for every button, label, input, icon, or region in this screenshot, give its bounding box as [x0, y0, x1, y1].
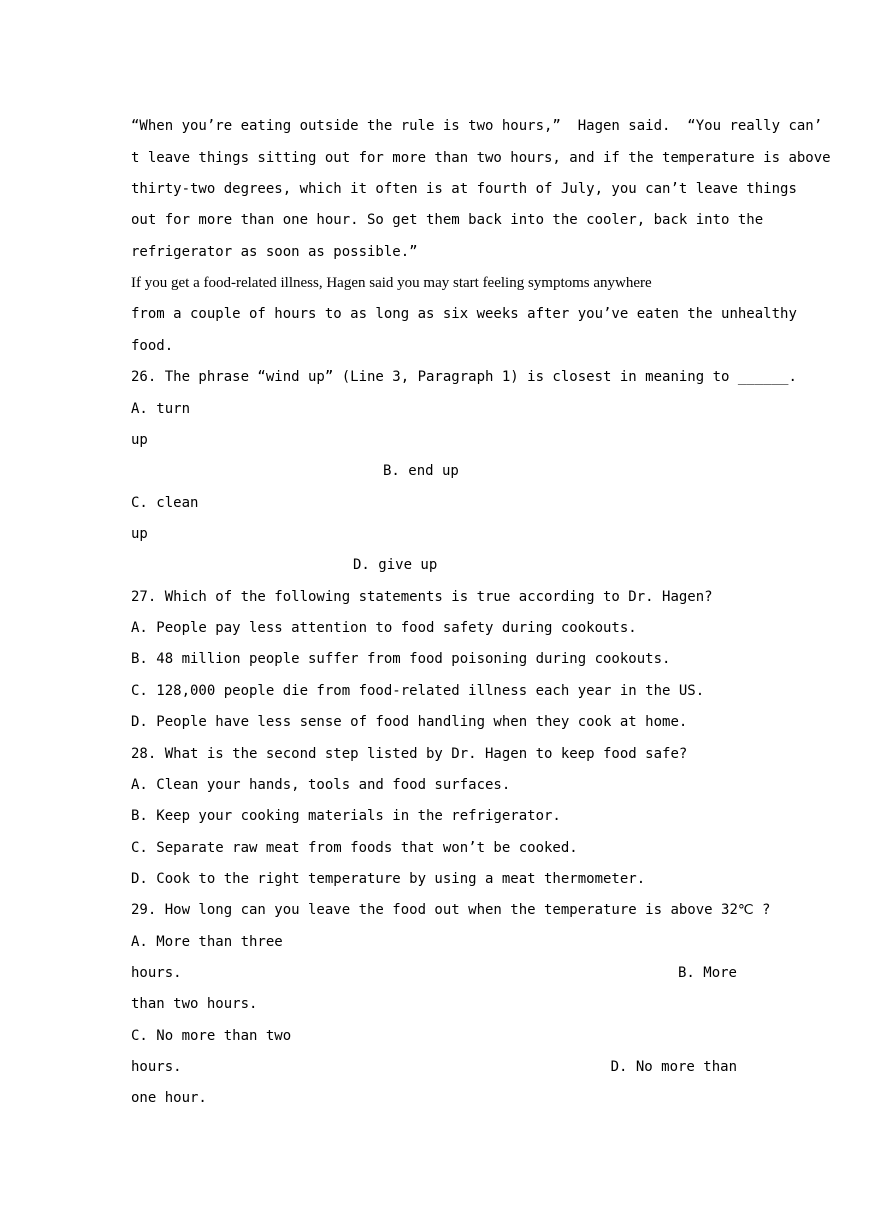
question-27-option-b: B. 48 million people suffer from food poisoning during cookouts. [131, 651, 671, 667]
question-29-options-row-2 [131, 1057, 737, 1077]
question-29-stem: 29. How long can you leave the food out when the temperature is above 32℃ ? [131, 902, 771, 918]
question-29-option-b: B. More [677, 965, 737, 981]
question-28-option-a: A. Clean your hands, tools and food surfaces. [131, 777, 511, 793]
passage-paragraph-1-line-1: “When you’re eating outside the rule is two hours,” Hagen said. “You really can’ [131, 118, 823, 134]
question-29-options-row-1 [131, 963, 737, 983]
question-26-option-a-continued: up [131, 432, 148, 448]
question-29-option-d: D. No more than [610, 1059, 737, 1075]
question-28-option-c: C. Separate raw meat from foods that won’t be cooked. [131, 840, 578, 856]
question-26-option-d: D. give up [353, 557, 438, 573]
question-26-option-a: A. turn [131, 401, 191, 417]
question-26-option-c-continued: up [131, 526, 148, 542]
question-28-option-b: B. Keep your cooking materials in the refrigerator. [131, 808, 561, 824]
passage-paragraph-1-line-2: t leave things sitting out for more than two hours, and if the temperature is above [131, 150, 831, 166]
question-26-option-c: C. clean [131, 495, 199, 511]
question-27-option-c: C. 128,000 people die from food-related illness each year in the US. [131, 683, 705, 699]
question-27-option-d: D. People have less sense of food handling when they cook at home. [131, 714, 688, 730]
question-26-option-b: B. end up [383, 463, 459, 479]
passage-paragraph-2-line-1: If you get a food-related illness, Hagen said you may start feeling symptoms anywhere [131, 275, 652, 291]
question-29-option-a-continued: hours. [131, 965, 182, 981]
passage-paragraph-2-line-3: food. [131, 338, 174, 354]
passage-paragraph-2-line-2: from a couple of hours to as long as six weeks after you’ve eaten the unhealthy [131, 306, 797, 322]
question-28-stem: 28. What is the second step listed by Dr. Hagen to keep food safe? [131, 746, 688, 762]
passage-paragraph-1-line-4: out for more than one hour. So get them back into the cooler, back into the [131, 212, 764, 228]
question-29-option-d-continued: one hour. [131, 1090, 207, 1106]
question-27-option-a: A. People pay less attention to food safety during cookouts. [131, 620, 637, 636]
question-28-option-d: D. Cook to the right temperature by using a meat thermometer. [131, 871, 646, 887]
question-27-stem: 27. Which of the following statements is true according to Dr. Hagen? [131, 589, 713, 605]
question-29-option-c-continued: hours. [131, 1059, 182, 1075]
question-26-stem: 26. The phrase “wind up” (Line 3, Paragraph 1) is closest in meaning to ______. [131, 369, 797, 385]
question-29-option-c: C. No more than two [131, 1028, 292, 1044]
passage-paragraph-1-line-3: thirty-two degrees, which it often is at fourth of July, you can’t leave things [131, 181, 797, 197]
question-29-option-a: A. More than three [131, 934, 283, 950]
passage-paragraph-1-line-5: refrigerator as soon as possible.” [131, 244, 418, 260]
question-29-option-b-continued: than two hours. [131, 996, 258, 1012]
